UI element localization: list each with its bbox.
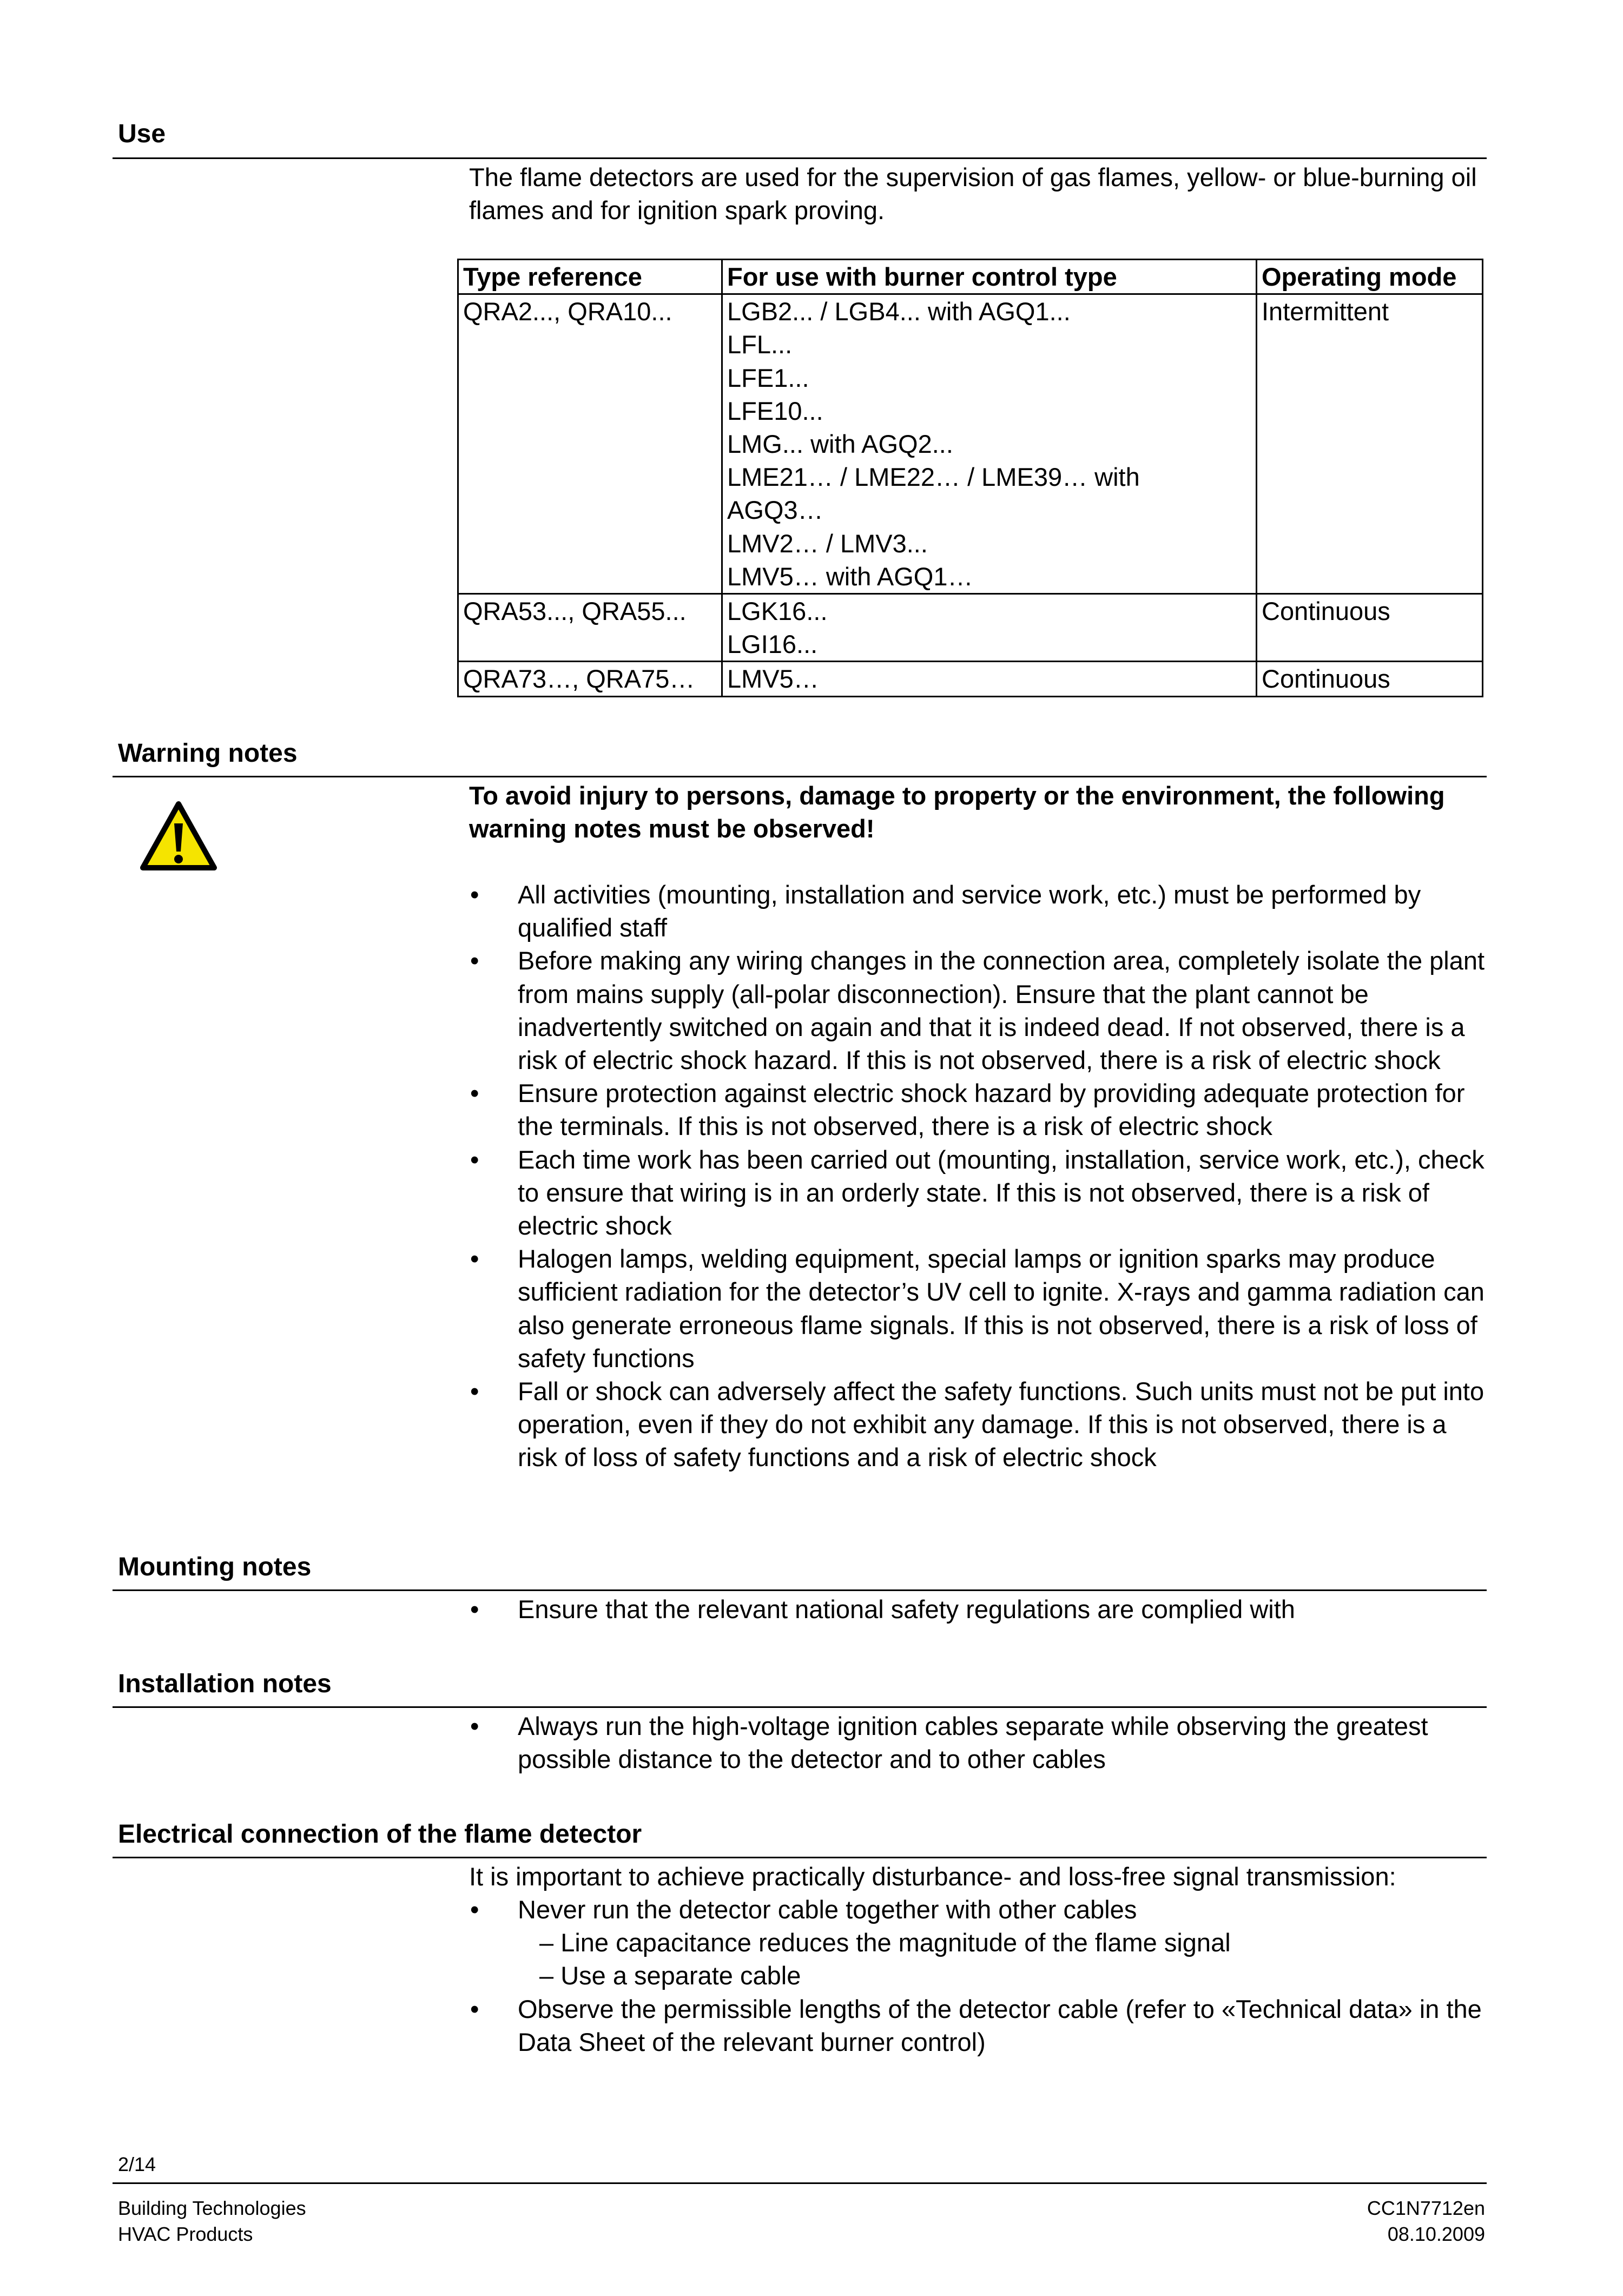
- header-burner-control: For use with burner control type: [722, 260, 1257, 294]
- table-row: [458, 594, 1483, 662]
- mounting-heading: Mounting notes: [118, 1553, 312, 1581]
- divider: [113, 157, 1487, 159]
- footer-doc-id: CC1N7712en: [1367, 2197, 1485, 2219]
- type-cell: QRA73…, QRA75…: [458, 662, 722, 696]
- bullet: •: [470, 1145, 479, 1174]
- bullet: •: [470, 1712, 479, 1740]
- warning-item-text: Before making any wiring changes in the connection area, completely isolate the plant from mains supply (all-polar disconnection). Ensure that the plant cannot be inadvertently switched on again and that it is indeed dead. If not observed, there is a risk of electric shock hazard. If this is not observed, there is a risk of electric shock: [518, 946, 1485, 1075]
- divider: [113, 776, 1487, 777]
- installation-item-text: Always run the high-voltage ignition cables separate while observing the greatest possible distance to the detector and to other cables: [518, 1712, 1428, 1774]
- use-intro: The flame detectors are used for the supervision of gas flames, yellow- or blue-burning oil flames and for ignition spark proving.: [469, 163, 1477, 225]
- divider: [113, 1589, 1487, 1591]
- control-entry: LFE1...: [727, 363, 809, 392]
- footer-division: HVAC Products: [118, 2223, 253, 2245]
- electrical-item-text: Observe the permissible lengths of the detector cable (refer to «Technical data» in the Data Sheet of the relevant burner control): [518, 1994, 1482, 2056]
- list-item: [469, 1375, 1486, 1474]
- table-header-row: [458, 260, 1483, 294]
- divider: [113, 1706, 1487, 1708]
- control-entry: LGI16...: [727, 630, 818, 659]
- list-item: [469, 878, 1486, 944]
- controls-cell: [722, 662, 1257, 696]
- control-entry: LGK16...: [727, 597, 828, 626]
- control-entry: LFE10...: [727, 396, 823, 425]
- electrical-subitem: – Use a separate cable: [539, 1961, 801, 1990]
- controls-cell: [722, 294, 1257, 594]
- type-cell: QRA2..., QRA10...: [458, 294, 722, 594]
- warning-item-text: Halogen lamps, welding equipment, special lamps or ignition sparks may produce sufficient radiation for the detector’s UV cell to ignite. X-rays and gamma radiation can also generate erroneous flame signals. If this is not observed, there is a risk of loss of safety functions: [518, 1244, 1485, 1373]
- header-operating-mode: Operating mode: [1257, 260, 1483, 294]
- warning-heading: Warning notes: [118, 739, 298, 768]
- footer-date: 08.10.2009: [1387, 2223, 1485, 2245]
- mode-cell: Continuous: [1257, 662, 1483, 696]
- control-entry: LMV2… / LMV3...: [727, 529, 928, 558]
- mode-cell: Intermittent: [1257, 294, 1483, 594]
- control-entry: LMG... with AGQ2...: [727, 430, 953, 459]
- type-reference-table: [457, 259, 1483, 697]
- electrical-subitem: – Line capacitance reduces the magnitude of the flame signal: [539, 1928, 1231, 1957]
- warning-item-text: Each time work has been carried out (mounting, installation, service work, etc.), check to ensure that wiring is in an orderly state. If this is not observed, there is a risk of electric shock: [518, 1145, 1485, 1241]
- installation-list: [469, 1710, 1486, 1776]
- list-item: [469, 944, 1486, 1077]
- controls-cell: [722, 594, 1257, 662]
- warning-item-text: Fall or shock can adversely affect the safety functions. Such units must not be put into operation, even if they do not exhibit any damage. If this is not observed, there is a risk of loss of safety functions and a risk of electric shock: [518, 1377, 1485, 1472]
- mode-cell: Continuous: [1257, 594, 1483, 662]
- control-entry: LFL...: [727, 330, 793, 359]
- control-entry: LME21… / LME22… / LME39… with: [727, 463, 1140, 492]
- electrical-list: [469, 1893, 1486, 2059]
- list-item: [469, 1710, 1486, 1776]
- bullet: •: [470, 1079, 479, 1108]
- bullet: •: [470, 880, 479, 909]
- bullet: •: [470, 1895, 479, 1924]
- control-entry: AGQ3…: [727, 496, 823, 525]
- list-item: [469, 1077, 1486, 1143]
- bullet: •: [470, 1994, 479, 2023]
- table-row: [458, 662, 1483, 696]
- electrical-intro: It is important to achieve practically disturbance- and loss-free signal transmission:: [469, 1862, 1396, 1891]
- bullet: •: [470, 1377, 479, 1406]
- electrical-heading: Electrical connection of the flame detector: [118, 1820, 642, 1849]
- control-entry: LMV5…: [727, 664, 819, 694]
- table-row: [458, 294, 1483, 594]
- type-cell: QRA53..., QRA55...: [458, 594, 722, 662]
- bullet: •: [470, 1244, 479, 1274]
- warning-item-text: Ensure protection against electric shock hazard by providing adequate protection for the terminals. If this is not observed, there is a risk of electric shock: [518, 1079, 1465, 1141]
- warning-item-text: All activities (mounting, installation and service work, etc.) must be performed by qualified staff: [518, 880, 1421, 942]
- footer-divider: [113, 2182, 1487, 2184]
- header-type-reference: Type reference: [458, 260, 722, 294]
- list-item: [469, 1893, 1486, 1992]
- warning-triangle-icon: [140, 800, 217, 872]
- warning-list: [469, 878, 1486, 1474]
- list-item: [469, 1992, 1486, 2059]
- page-number: 2/14: [118, 2153, 156, 2175]
- mounting-item-text: Ensure that the relevant national safety regulations are complied with: [518, 1595, 1295, 1624]
- divider: [113, 1857, 1487, 1858]
- use-heading: Use: [118, 120, 166, 148]
- bullet: •: [470, 946, 479, 975]
- control-entry: LGB2... / LGB4... with AGQ1...: [727, 297, 1071, 326]
- electrical-item-text: Never run the detector cable together with other cables: [518, 1895, 1137, 1924]
- footer-company: Building Technologies: [118, 2197, 306, 2219]
- list-item: [469, 1242, 1486, 1375]
- warning-lead: To avoid injury to persons, damage to property or the environment, the following warning notes must be observed!: [469, 781, 1445, 843]
- list-item: [469, 1143, 1486, 1243]
- control-entry: LMV5… with AGQ1…: [727, 562, 973, 591]
- installation-heading: Installation notes: [118, 1670, 332, 1698]
- list-item: [469, 1593, 1486, 1626]
- bullet: •: [470, 1595, 479, 1624]
- mounting-list: [469, 1593, 1486, 1626]
